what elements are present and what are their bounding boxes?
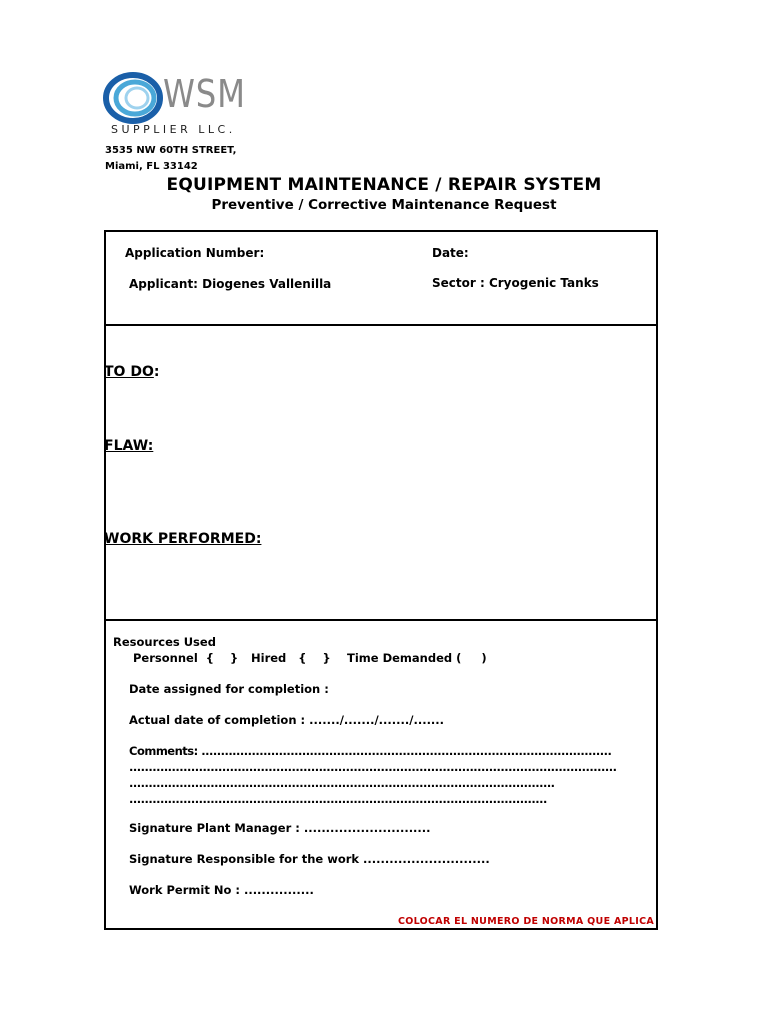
work-description-box (104, 324, 658, 621)
form-subtitle: Preventive / Corrective Maintenance Request (211, 197, 557, 213)
personnel-field: Personnel { } (133, 651, 239, 665)
signature-plant-manager-field: Signature Plant Manager : ............................. (129, 821, 431, 835)
norm-note: COLOCAR EL NUMERO DE NORMA QUE APLICA (398, 916, 654, 927)
date-label: Date: (432, 246, 469, 260)
work-permit-field: Work Permit No : ................ (129, 883, 314, 897)
logo-ring-icon (103, 72, 165, 128)
to-do-heading (104, 364, 159, 380)
company-logo (103, 70, 263, 138)
comments-line-2: .............................................................................................................................. (129, 760, 617, 774)
time-demanded-field: Time Demanded ( ) (347, 651, 487, 665)
flaw-heading: FLAW: (104, 438, 154, 454)
comments-field: Comments: .......................................................................................................... (129, 744, 612, 758)
work-performed-heading: WORK PERFORMED: (104, 531, 262, 547)
resources-heading: Resources Used (113, 635, 216, 649)
to-do-colon: : (153, 364, 160, 380)
address-line-1: 3535 NW 60TH STREET, (105, 145, 237, 156)
comments-line-3: .............................................................................................................. (129, 776, 555, 790)
to-do-label: TO DO (104, 364, 154, 380)
form-title: EQUIPMENT MAINTENANCE / REPAIR SYSTEM (166, 175, 602, 195)
logo-wordmark: WSM (163, 72, 246, 116)
actual-date-field: Actual date of completion : ......./......./......./....... (129, 713, 445, 727)
comments-line-4: ............................................................................................................ (129, 792, 547, 806)
date-assigned-field: Date assigned for completion : (129, 682, 329, 696)
address-line-2: Miami, FL 33142 (105, 161, 198, 172)
sector-field: Sector : Cryogenic Tanks (432, 276, 599, 290)
applicant-field: Applicant: Diogenes Vallenilla (129, 277, 332, 291)
hired-field: Hired { } (251, 651, 331, 665)
signature-responsible-field: Signature Responsible for the work ............................. (129, 852, 490, 866)
application-number-label: Application Number: (125, 246, 265, 260)
logo-subtitle: SUPPLIER LLC. (111, 123, 236, 136)
